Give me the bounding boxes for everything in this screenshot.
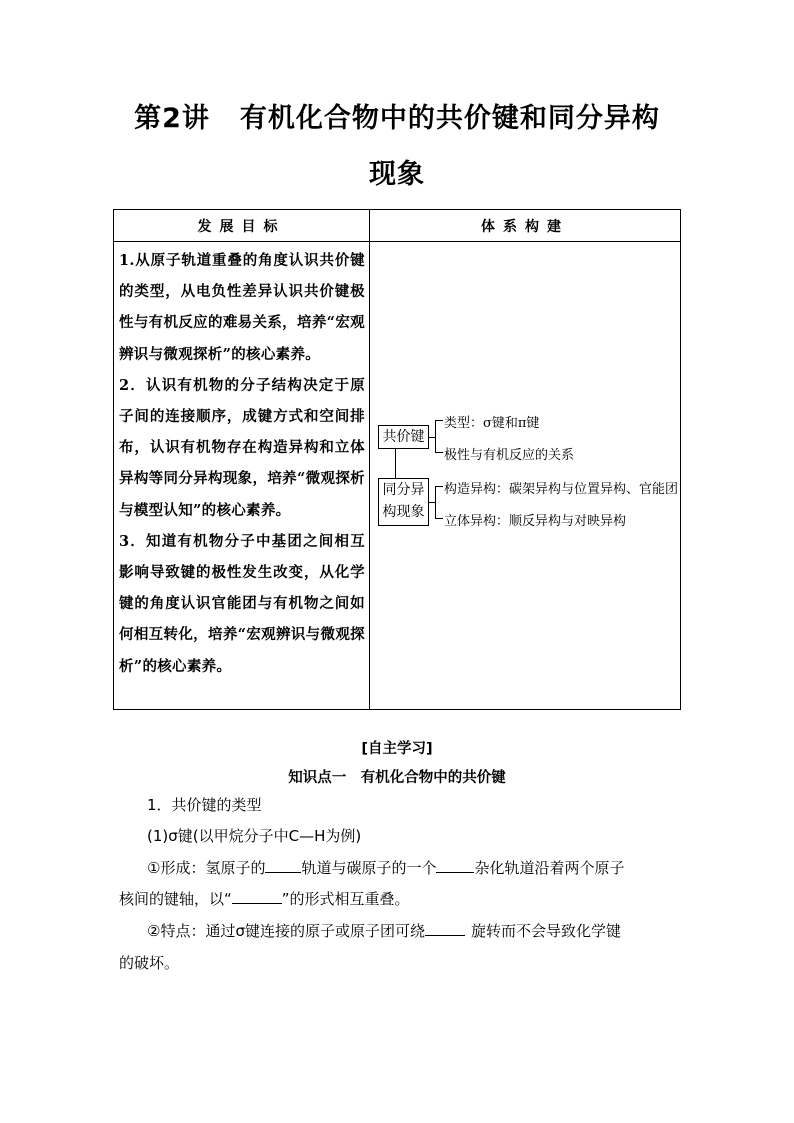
bracket-line (435, 518, 443, 519)
framework-header: 体系构建 (370, 210, 681, 242)
branch-label: 类型：σ键和π键 (444, 416, 540, 431)
goals-header: 发展目标 (114, 210, 370, 242)
fill-blank[interactable] (425, 921, 465, 936)
bracket-line (435, 486, 436, 519)
framework-diagram (370, 242, 681, 710)
goal-item: 2．认识有机物的分子结构决定于原子间的连接顺序，成键方式和空间排布，认识有机物存在构造异构和立体异构等同分异构现象，培养“微观探析与模型认知”的核心素养。 (119, 376, 365, 519)
isomerism-box (378, 478, 429, 526)
isomerism-box-line2: 构现象 (382, 504, 425, 520)
lesson-title: 有机化合物中的共价键和同分异构 (239, 103, 660, 134)
lesson-number: 第2讲 (134, 103, 210, 134)
fill-blank[interactable] (232, 889, 282, 904)
branch-label: 构造异构：碳架异构与位置异构、官能团 (444, 482, 679, 497)
page-title (0, 96, 794, 135)
fill-blank[interactable] (436, 858, 474, 873)
knowledge-point-heading: 知识点一 有机化合物中的共价键 (288, 770, 506, 786)
goals-table (113, 209, 681, 710)
bracket-line (435, 486, 443, 487)
paragraph: (1)σ键(以甲烷分子中C—H为例) (147, 827, 362, 845)
goal-item: 3．知道有机物分子中基团之间相互影响导致键的极性发生改变，从化学键的角度认识官能团与有机物之间如何相互转化，培养“宏观辨识与微观探析”的核心素养。 (119, 532, 365, 675)
self-study-label: [自主学习] (361, 741, 433, 757)
paragraph: ②特点：通过σ键连接的原子或原子团可绕 旋转而不会导致化学键 (147, 922, 621, 940)
isomerism-box-line1: 同分异 (382, 482, 425, 498)
covalent-bond-box: 共价键 (378, 425, 429, 449)
goals-cell (114, 242, 370, 710)
paragraph: ①形成：氢原子的 轨道与碳原子的一个 杂化轨道沿着两个原子 (147, 859, 625, 877)
paragraph: 的破坏。 (119, 954, 180, 972)
fill-blank[interactable] (265, 858, 301, 873)
paragraph: 1．共价键的类型 (147, 796, 262, 814)
branch-label: 立体异构：顺反异构与对映异构 (444, 514, 627, 529)
page-title-line2: 现象 (369, 159, 425, 190)
bracket-line (435, 420, 443, 421)
bracket-line (435, 452, 443, 453)
connector-line (395, 449, 396, 478)
bracket-line (435, 420, 436, 453)
branch-label: 极性与有机反应的关系 (444, 448, 575, 463)
paragraph: 核间的键轴，以“ ”的形式相互重叠。 (119, 890, 410, 908)
goal-item: 1.从原子轨道重叠的角度认识共价键的类型，从电负性差异认识共价键极性与有机反应的难易关系，培养“宏观辨识与微观探析”的核心素养。 (119, 252, 365, 363)
